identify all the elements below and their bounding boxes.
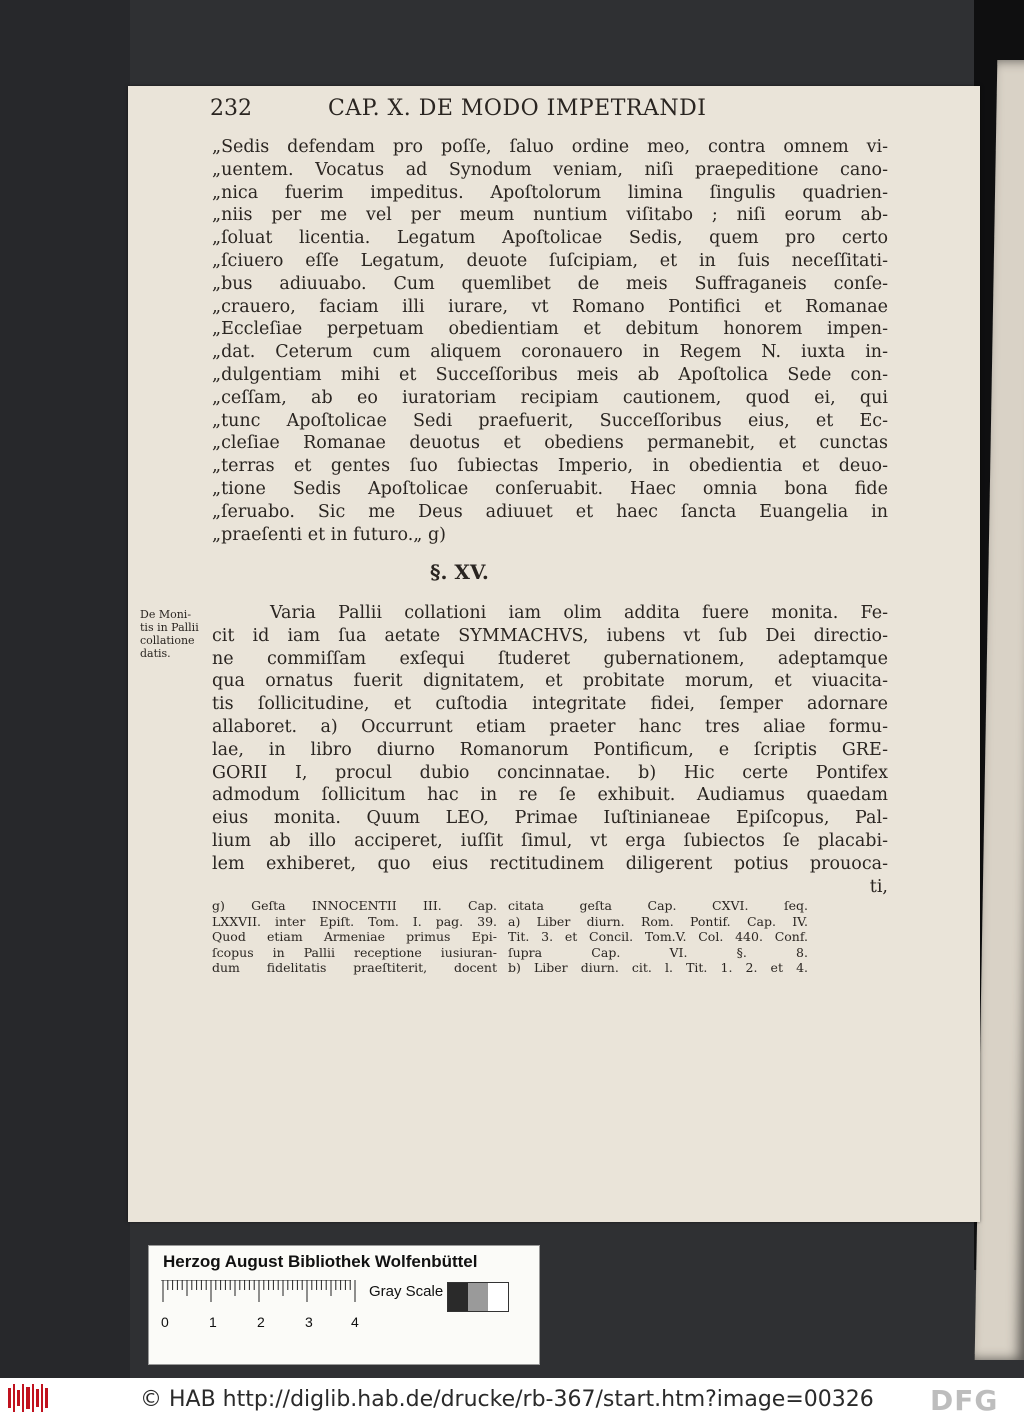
margin-note-line: datis. bbox=[140, 647, 171, 660]
text-line: qua ornatus fuerit dignitatem, et probitate morum, et viuacita- bbox=[212, 671, 888, 692]
gray-swatch-dark bbox=[448, 1283, 468, 1311]
text-line: g) Geſta INNOCENTII III. Cap. bbox=[212, 898, 497, 913]
text-line: GORII I, procul dubio concinnatae. b) Hic certe Pontifex bbox=[212, 762, 888, 783]
text-line: tis ſollicitudine, et cuſtodia integritate fidei, ſemper adornare bbox=[212, 694, 888, 715]
page-number: 232 bbox=[210, 96, 252, 121]
footer-bar bbox=[0, 1378, 1024, 1419]
text-line: „Eccleſiae perpetuam obedientiam et debitum honorem impen- bbox=[212, 319, 888, 340]
text-line: b) Liber diurn. cit. l. Tit. 1. 2. et 4. bbox=[508, 960, 808, 975]
section-heading: §. XV. bbox=[430, 560, 489, 584]
dfg-logo: DFG bbox=[930, 1384, 999, 1417]
text-line: Varia Pallii collationi iam olim addita fuere monita. Fe- bbox=[270, 603, 888, 623]
gray-scale-label: Gray Scale bbox=[369, 1283, 444, 1300]
text-line: lae, in libro diurno Romanorum Pontificum, e ſcriptis GRE- bbox=[212, 739, 888, 760]
text-line: „cleſiae Romanae deuotus et obediens permanebit, et cunctas bbox=[212, 433, 888, 454]
text-line: „nica fuerim impeditus. Apoſtolorum limina ſingulis quadrien- bbox=[212, 182, 888, 203]
text-line: „ceſſam, ab eo iuratoriam recipiam cautionem, quod ei, qui bbox=[212, 387, 888, 408]
gray-scale-swatch bbox=[447, 1282, 509, 1312]
ruler-number: 2 bbox=[257, 1314, 265, 1330]
text-line: a) Liber diurn. Rom. Pontif. Cap. IV. bbox=[508, 913, 808, 929]
text-line: allaboret. a) Occurrunt etiam praeter hanc tres aliae formu- bbox=[212, 716, 888, 737]
text-line: „dat. Ceterum cum aliquem coronauero in Regem N. iuxta in- bbox=[212, 342, 888, 363]
text-line: Tit. 3. et Concil. Tom.V. Col. 440. Conf. bbox=[508, 929, 808, 944]
text-line: „tunc Apoſtolicae Sedi praefuerit, Succeſſoribus eius, et Ec- bbox=[212, 410, 888, 431]
text-line: „terras et gentes ſuo ſubiectas Imperio, in obedientia et deuo- bbox=[212, 456, 888, 477]
text-line: „uentem. Vocatus ad Synodum veniam, niſi praepeditione cano- bbox=[212, 159, 888, 180]
text-line: „dulgentiam mihi et Succeſſoribus meis ab Apoſtolica Sede con- bbox=[212, 364, 888, 385]
footnotes-right-column bbox=[508, 898, 808, 976]
text-line: „ſciuero eſſe Legatum, deuote ſuſcipiam, et in ſuis neceſſitati- bbox=[212, 250, 888, 271]
ruler-number: 1 bbox=[209, 1314, 217, 1330]
ruler-number: 0 bbox=[161, 1314, 169, 1330]
gray-swatch-light bbox=[488, 1283, 508, 1311]
gray-swatch-mid bbox=[468, 1283, 488, 1311]
text-line: dum fidelitatis praeſtiterit, docent bbox=[212, 960, 497, 975]
text-line: lium ab illo acciperet, iuſſit ſimul, vt erga ſubiectos ſe placabi- bbox=[212, 830, 888, 851]
text-line: „niis per me vel per meum nuntium viſitabo ; niſi eorum ab- bbox=[212, 205, 888, 226]
color-chart-card bbox=[148, 1245, 540, 1365]
text-line: cit id iam ſua aetate SYMMACHVS, iubens vt ſub Dei directio- bbox=[212, 625, 888, 646]
text-line: „praeſenti et in futuro.„ g) bbox=[212, 524, 446, 545]
library-name: Herzog August Bibliothek Wolfenbüttel bbox=[163, 1252, 478, 1271]
margin-note bbox=[140, 608, 220, 660]
text-line: citata geſta Cap. CXVI. ſeq. bbox=[508, 898, 808, 913]
page-header bbox=[210, 96, 890, 128]
ruler-number: 3 bbox=[305, 1314, 313, 1330]
footnotes bbox=[212, 898, 892, 998]
main-text-block bbox=[212, 602, 888, 898]
text-line: „tione Sedis Apoſtolicae conſeruabit. Haec omnia bona fide bbox=[212, 478, 888, 499]
text-line: „ſoluat licentia. Legatum Apoſtolicae Sedis, quem pro certo bbox=[212, 228, 888, 249]
text-line: „crauero, faciam illi iurare, vt Romano Pontifici et Romanae bbox=[212, 296, 888, 317]
text-line: eius monita. Quum LEO, Primae Iuſtinianeae Epiſcopus, Pal- bbox=[212, 808, 888, 829]
text-line: ne commiſſam exſequi ſtuderet gubernationem, adeptamque bbox=[212, 648, 888, 669]
text-line: ti, bbox=[869, 876, 888, 897]
hab-barcode-logo-icon bbox=[8, 1384, 48, 1412]
text-line: ſupra Cap. VI. §. 8. bbox=[508, 944, 808, 960]
margin-note-line: De Moni- bbox=[140, 608, 192, 621]
text-line: admodum ſollicitum hac in re ſe exhibuit. Audiamus quaedam bbox=[212, 785, 888, 806]
running-title: CAP. X. DE MODO IMPETRANDI bbox=[328, 96, 707, 121]
scan-background-left bbox=[0, 0, 130, 1378]
margin-note-line: collatione bbox=[140, 634, 195, 647]
ruler-number: 4 bbox=[351, 1314, 359, 1330]
copyright-url[interactable]: © HAB http://diglib.hab.de/drucke/rb-367/start.htm?image=00326 bbox=[140, 1387, 874, 1412]
oath-text-block bbox=[212, 136, 888, 546]
footnotes-left-column bbox=[212, 898, 497, 976]
text-line: lem exhiberet, quo eius rectitudinem diligerent potius prouoca- bbox=[212, 853, 888, 874]
text-line: „ſeruabo. Sic me Deus adiuuet et haec ſancta Euangelia in bbox=[212, 501, 888, 522]
text-line: „Sedis defendam pro poſſe, ſaluo ordine meo, contra omnem vi- bbox=[212, 137, 888, 157]
text-line: LXXVII. inter Epiſt. Tom. I. pag. 39. bbox=[212, 913, 497, 929]
margin-note-line: tis in Pallii bbox=[140, 621, 199, 634]
text-line: Quod etiam Armeniae primus Epi- bbox=[212, 929, 497, 944]
text-line: „bus adiuuabo. Cum quemlibet de meis Suffraganeis conſe- bbox=[212, 273, 888, 294]
text-line: ſcopus in Pallii receptione iusiuran- bbox=[212, 944, 497, 960]
